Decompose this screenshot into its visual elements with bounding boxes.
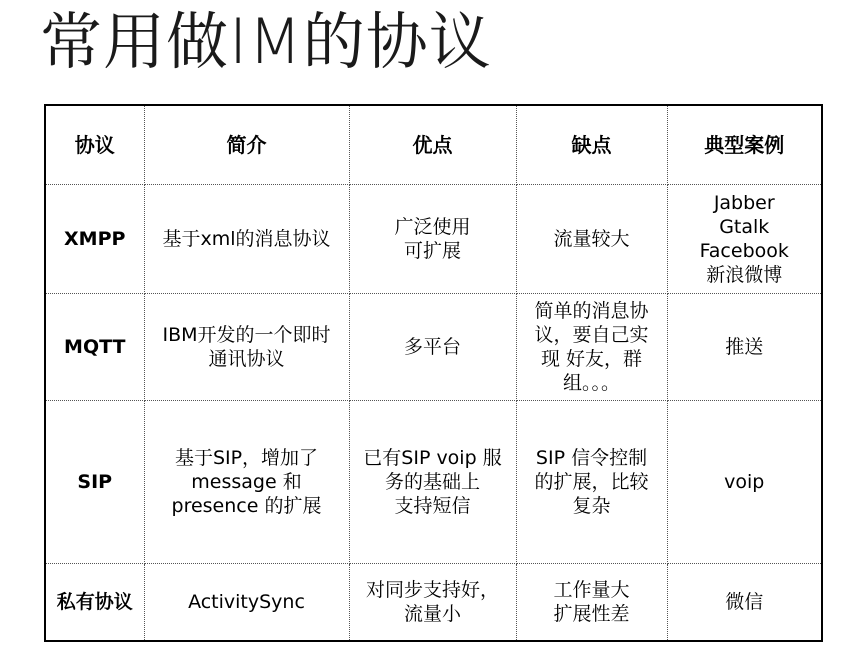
table-row [45,563,822,641]
table-row [45,400,822,563]
table-row [45,293,822,400]
examples-cell: 推送 [667,293,822,400]
pros-cell: 广泛使用 可扩展 [349,184,516,293]
pros-cell: 已有SIP voip 服 务的基础上 支持短信 [349,400,516,563]
pros-cell: 多平台 [349,293,516,400]
header-intro: 简介 [144,105,349,184]
intro-cell: ActivitySync [144,563,349,641]
protocol-cell: XMPP [45,184,144,293]
examples-cell: Jabber Gtalk Facebook 新浪微博 [667,184,822,293]
header-examples: 典型案例 [667,105,822,184]
intro-cell: 基于SIP，增加了 message 和 presence 的扩展 [144,400,349,563]
pros-cell: 对同步支持好， 流量小 [349,563,516,641]
cons-cell: 工作量大 扩展性差 [516,563,667,641]
cons-cell: SIP 信令控制 的扩展，比较 复杂 [516,400,667,563]
examples-cell: voip [667,400,822,563]
table-header-row [45,105,822,184]
protocol-comparison-table [44,104,823,642]
protocol-cell: SIP [45,400,144,563]
page-title: 常用做IM的协议 [40,5,492,78]
intro-cell: 基于xml的消息协议 [144,184,349,293]
header-protocol: 协议 [45,105,144,184]
examples-cell: 微信 [667,563,822,641]
header-pros: 优点 [349,105,516,184]
protocol-cell: MQTT [45,293,144,400]
header-cons: 缺点 [516,105,667,184]
cons-cell: 流量较大 [516,184,667,293]
cons-cell: 简单的消息协 议，要自己实 现 好友，群 组。。。 [516,293,667,400]
protocol-cell: 私有协议 [45,563,144,641]
intro-cell: IBM开发的一个即时 通讯协议 [144,293,349,400]
table-row [45,184,822,293]
